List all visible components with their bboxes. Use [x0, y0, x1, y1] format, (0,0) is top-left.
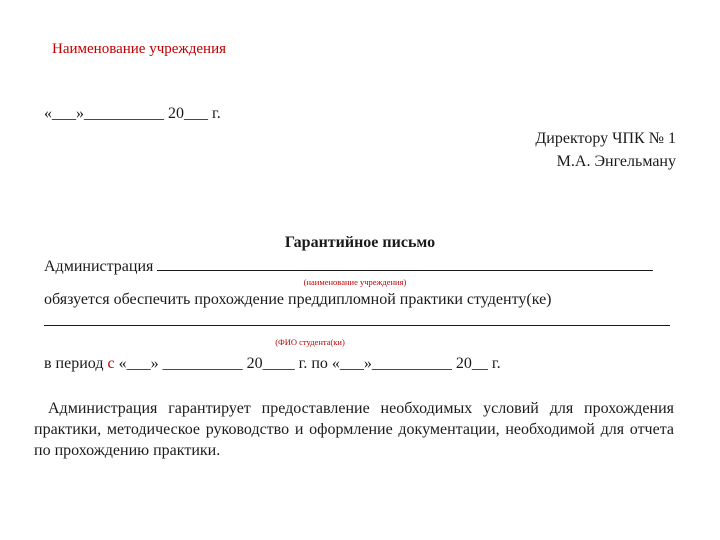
- letter-date-line: «___»__________ 20___ г.: [44, 105, 221, 122]
- addressee-block: [535, 127, 676, 173]
- student-line: [44, 311, 670, 331]
- administration-line: [44, 256, 653, 276]
- period-from-word: с: [107, 355, 115, 372]
- guarantee-paragraph: Администрация гарантирует предоставление необходимых условий для прохождения практики, методическое руководство и оформление документации, необходимой для отчета по прохождению практики.: [34, 400, 674, 459]
- organization-name: Наименование учреждения: [52, 41, 227, 57]
- addressee-name: М.А. Энгельману: [556, 153, 676, 170]
- letter-title: Гарантийное письмо: [284, 234, 436, 251]
- addressee-position: Директору ЧПК № 1: [535, 130, 676, 147]
- period-line: [44, 355, 501, 373]
- organization-hint: (наименование учреждения): [303, 277, 407, 287]
- student-hint: (ФИО студента(ки): [275, 337, 345, 347]
- student-name-blank: [44, 311, 670, 326]
- period-to-date: «___»__________ 20__ г.: [331, 355, 501, 372]
- organization-blank: [157, 256, 653, 271]
- period-to-word: по: [311, 355, 328, 372]
- obligation-line: обязуется обеспечить прохождение преддипломной практики студенту(ке): [44, 291, 552, 308]
- administration-label: Администрация: [44, 258, 154, 275]
- period-from-date: «___» __________ 20____ г.: [118, 355, 308, 372]
- period-prefix: в период: [44, 355, 104, 372]
